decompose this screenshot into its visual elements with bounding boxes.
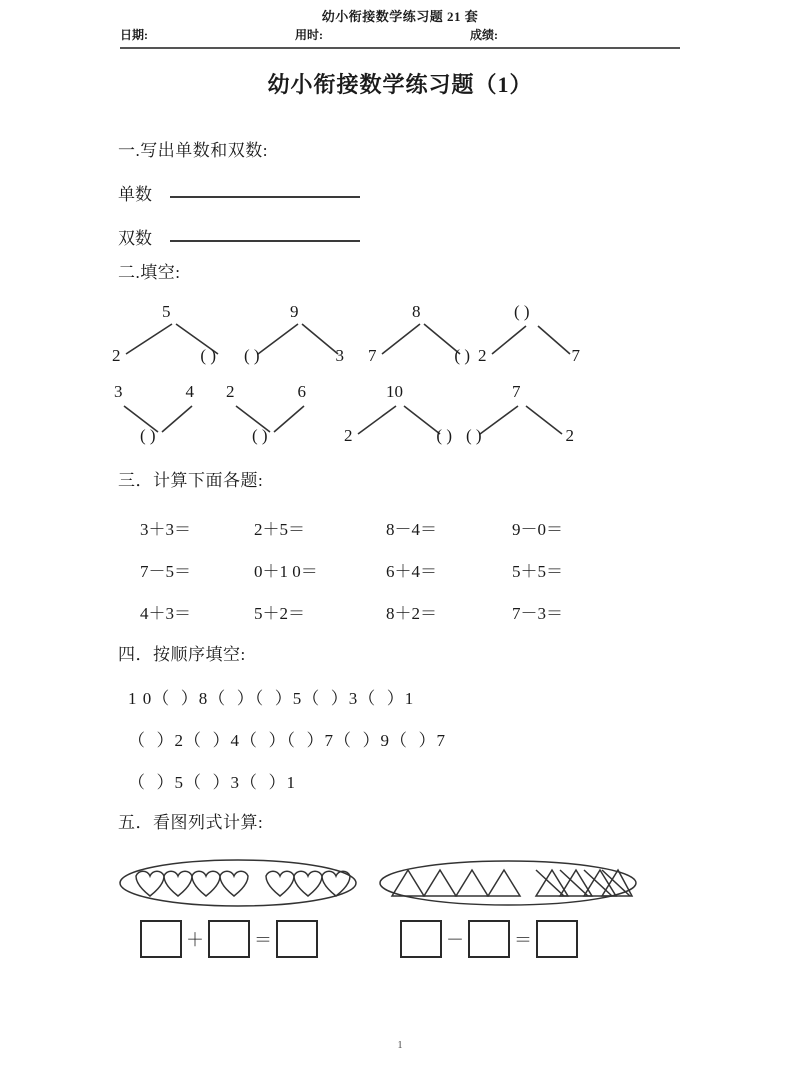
bond-top-value[interactable]: 9 <box>290 302 299 321</box>
sequence-line[interactable]: 1 0（ ）8（ ）（ ）5（ ）3（ ）1 <box>128 689 415 708</box>
number-bond <box>340 382 470 452</box>
calc-item[interactable]: 6＋4＝ <box>386 562 437 581</box>
section-two-heading: 二.填空: <box>118 263 181 282</box>
bond-left-value[interactable]: ( ) <box>466 426 482 445</box>
bond-right-value[interactable]: 2 <box>565 426 574 445</box>
bond-left-value[interactable]: 7 <box>368 346 377 365</box>
picture-problem-triangles <box>378 852 638 919</box>
even-numbers-label: 双数 <box>118 229 152 248</box>
bond-left-value[interactable]: 2 <box>112 346 121 365</box>
section-four-heading: 四．按顺序填空: <box>118 645 246 664</box>
bond-left-value[interactable]: ( ) <box>244 346 260 365</box>
calc-item[interactable]: 4＋3＝ <box>140 604 191 623</box>
odd-numbers-label: 单数 <box>118 185 152 204</box>
odd-numbers-answer-line[interactable] <box>170 196 360 198</box>
header-form-row <box>120 26 680 43</box>
number-bond <box>110 302 240 372</box>
bond-top-value[interactable]: 5 <box>162 302 171 321</box>
triangles-group-illustration <box>378 852 638 914</box>
bond-left-value[interactable]: 2 <box>226 382 235 401</box>
section-three-heading: 三．计算下面各题: <box>118 471 264 490</box>
equals-sign: ＝ <box>514 930 532 950</box>
calc-item[interactable]: 5＋5＝ <box>512 562 563 581</box>
bond-top-value[interactable]: ( ) <box>514 302 530 321</box>
answer-box[interactable] <box>140 920 182 958</box>
number-bond <box>462 382 592 452</box>
calc-item[interactable]: 8－4＝ <box>386 520 437 539</box>
calc-item[interactable]: 2＋5＝ <box>254 520 305 539</box>
equation-row-subtraction <box>400 920 578 958</box>
bond-right-value[interactable]: ( ) <box>436 426 452 445</box>
sequence-line[interactable]: （ ）5（ ）3（ ）1 <box>128 773 296 792</box>
bond-top-value[interactable]: 8 <box>412 302 421 321</box>
equals-sign: ＝ <box>254 930 272 950</box>
number-bond <box>110 382 240 452</box>
bond-top-value[interactable]: 10 <box>386 382 403 401</box>
bond-right-value[interactable]: 3 <box>335 346 344 365</box>
bond-left-value[interactable]: 3 <box>114 382 123 401</box>
number-bond <box>222 382 352 452</box>
bond-top-value[interactable]: 7 <box>512 382 521 401</box>
calc-item[interactable]: 3＋3＝ <box>140 520 191 539</box>
even-numbers-answer-line[interactable] <box>170 240 360 242</box>
page-number: 1 <box>397 1040 403 1051</box>
bond-bottom-value[interactable]: ( ) <box>252 426 268 445</box>
hearts-group-illustration <box>118 852 358 914</box>
bond-left-value[interactable]: 2 <box>478 346 487 365</box>
bond-right-value[interactable]: 6 <box>297 382 306 401</box>
even-numbers-row <box>118 224 360 249</box>
number-bond <box>238 302 368 372</box>
equation-row-addition <box>140 920 318 958</box>
sequence-line[interactable]: （ ）2（ ）4（ ）（ ）7（ ）9（ ）7 <box>128 731 446 750</box>
bond-right-value[interactable]: 4 <box>185 382 194 401</box>
answer-box[interactable] <box>208 920 250 958</box>
picture-problem-hearts <box>118 852 358 919</box>
page-title: 幼小衔接数学练习题（1） <box>267 72 533 97</box>
bond-bottom-value[interactable]: ( ) <box>140 426 156 445</box>
operator-minus: － <box>446 930 464 950</box>
calc-item[interactable]: 7－5＝ <box>140 562 191 581</box>
calc-item[interactable]: 0＋1 0＝ <box>254 562 318 581</box>
operator-plus: ＋ <box>186 930 204 950</box>
bond-right-value[interactable]: ( ) <box>454 346 470 365</box>
section-one-heading: 一.写出单数和双数: <box>118 141 268 160</box>
odd-numbers-row <box>118 180 360 205</box>
calc-item[interactable]: 8＋2＝ <box>386 604 437 623</box>
bond-right-value[interactable]: 7 <box>571 346 580 365</box>
bond-right-value[interactable]: ( ) <box>200 346 216 365</box>
answer-box[interactable] <box>400 920 442 958</box>
answer-box[interactable] <box>276 920 318 958</box>
answer-box[interactable] <box>468 920 510 958</box>
document-header-title: 幼小衔接数学练习题 21 套 <box>321 9 479 24</box>
field-duration-label: 用时: <box>295 28 323 42</box>
field-score-label: 成绩: <box>470 28 498 42</box>
answer-box[interactable] <box>536 920 578 958</box>
bond-left-value[interactable]: 2 <box>344 426 353 445</box>
section-five-heading: 五．看图列式计算: <box>118 813 264 832</box>
calc-item[interactable]: 7－3＝ <box>512 604 563 623</box>
calc-item[interactable]: 9－0＝ <box>512 520 563 539</box>
header-divider <box>120 47 680 49</box>
calc-item[interactable]: 5＋2＝ <box>254 604 305 623</box>
number-bond <box>472 302 602 372</box>
field-date-label: 日期: <box>120 28 148 42</box>
